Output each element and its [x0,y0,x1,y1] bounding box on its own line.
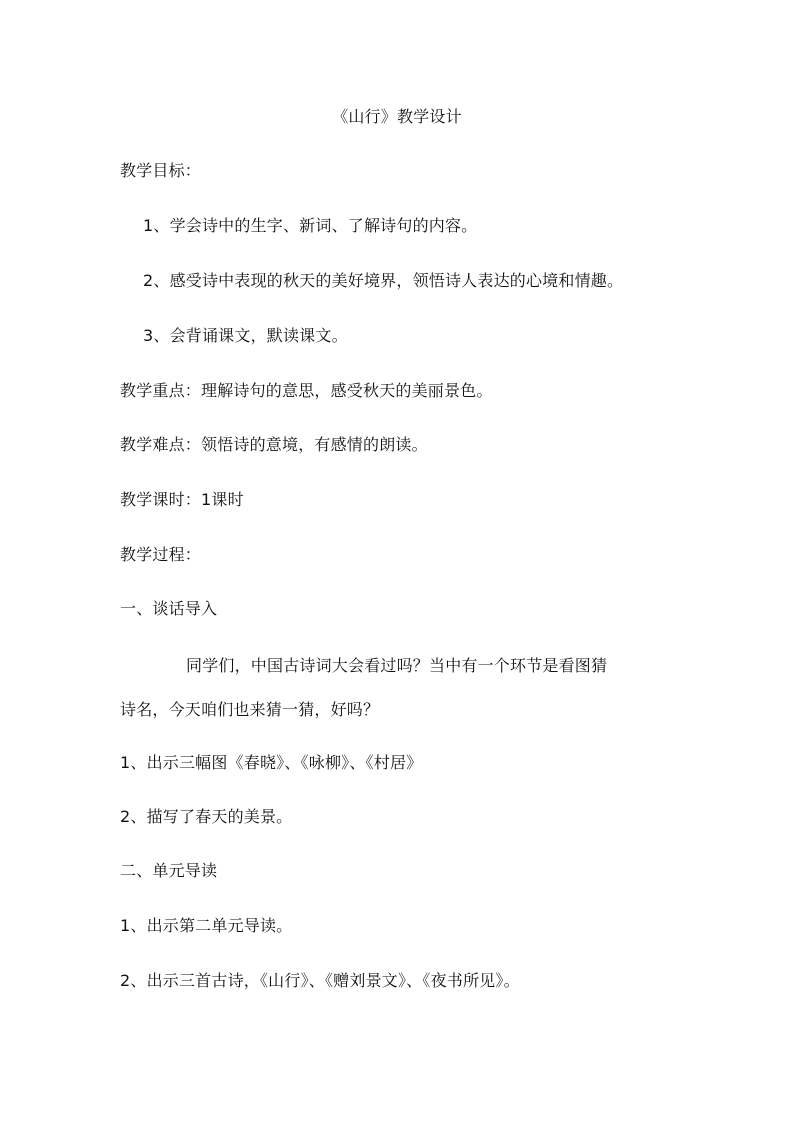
objective-item-3: 3、会背诵课文，默读课文。 [143,326,348,345]
objective-item-1: 1、学会诗中的生字、新词、了解诗句的内容。 [143,216,478,235]
key-point: 教学重点：理解诗句的意思，感受秋天的美丽景色。 [120,381,493,400]
section2-item-1: 1、出示第二单元导读。 [120,916,293,935]
section1-item-2: 2、描写了春天的美景。 [120,807,293,826]
section2-item-2: 2、出示三首古诗，《山行》、《赠刘景文》、《夜书所见》。 [120,971,520,990]
objectives-heading: 教学目标： [120,161,202,180]
section1-paragraph-line2: 诗名，今天咱们也来猜一猜，好吗？ [120,700,380,719]
difficulty: 教学难点：领悟诗的意境，有感情的朗读。 [120,435,428,454]
section2-title: 二、单元导读 [120,861,218,880]
objective-item-2: 2、感受诗中表现的秋天的美好境界，领悟诗人表达的心境和情趣。 [143,271,624,290]
section1-item-1: 1、出示三幅图《春晓》、《咏柳》、《村居》 [120,753,423,772]
process-heading: 教学过程： [120,545,202,564]
section1-title: 一、谈话导入 [120,599,218,618]
section1-paragraph-line1: 同学们，中国古诗词大会看过吗？当中有一个环节是看图猜 [186,656,608,675]
class-hours: 教学课时：1课时 [120,490,244,509]
document-title: 《山行》教学设计 [332,107,462,126]
